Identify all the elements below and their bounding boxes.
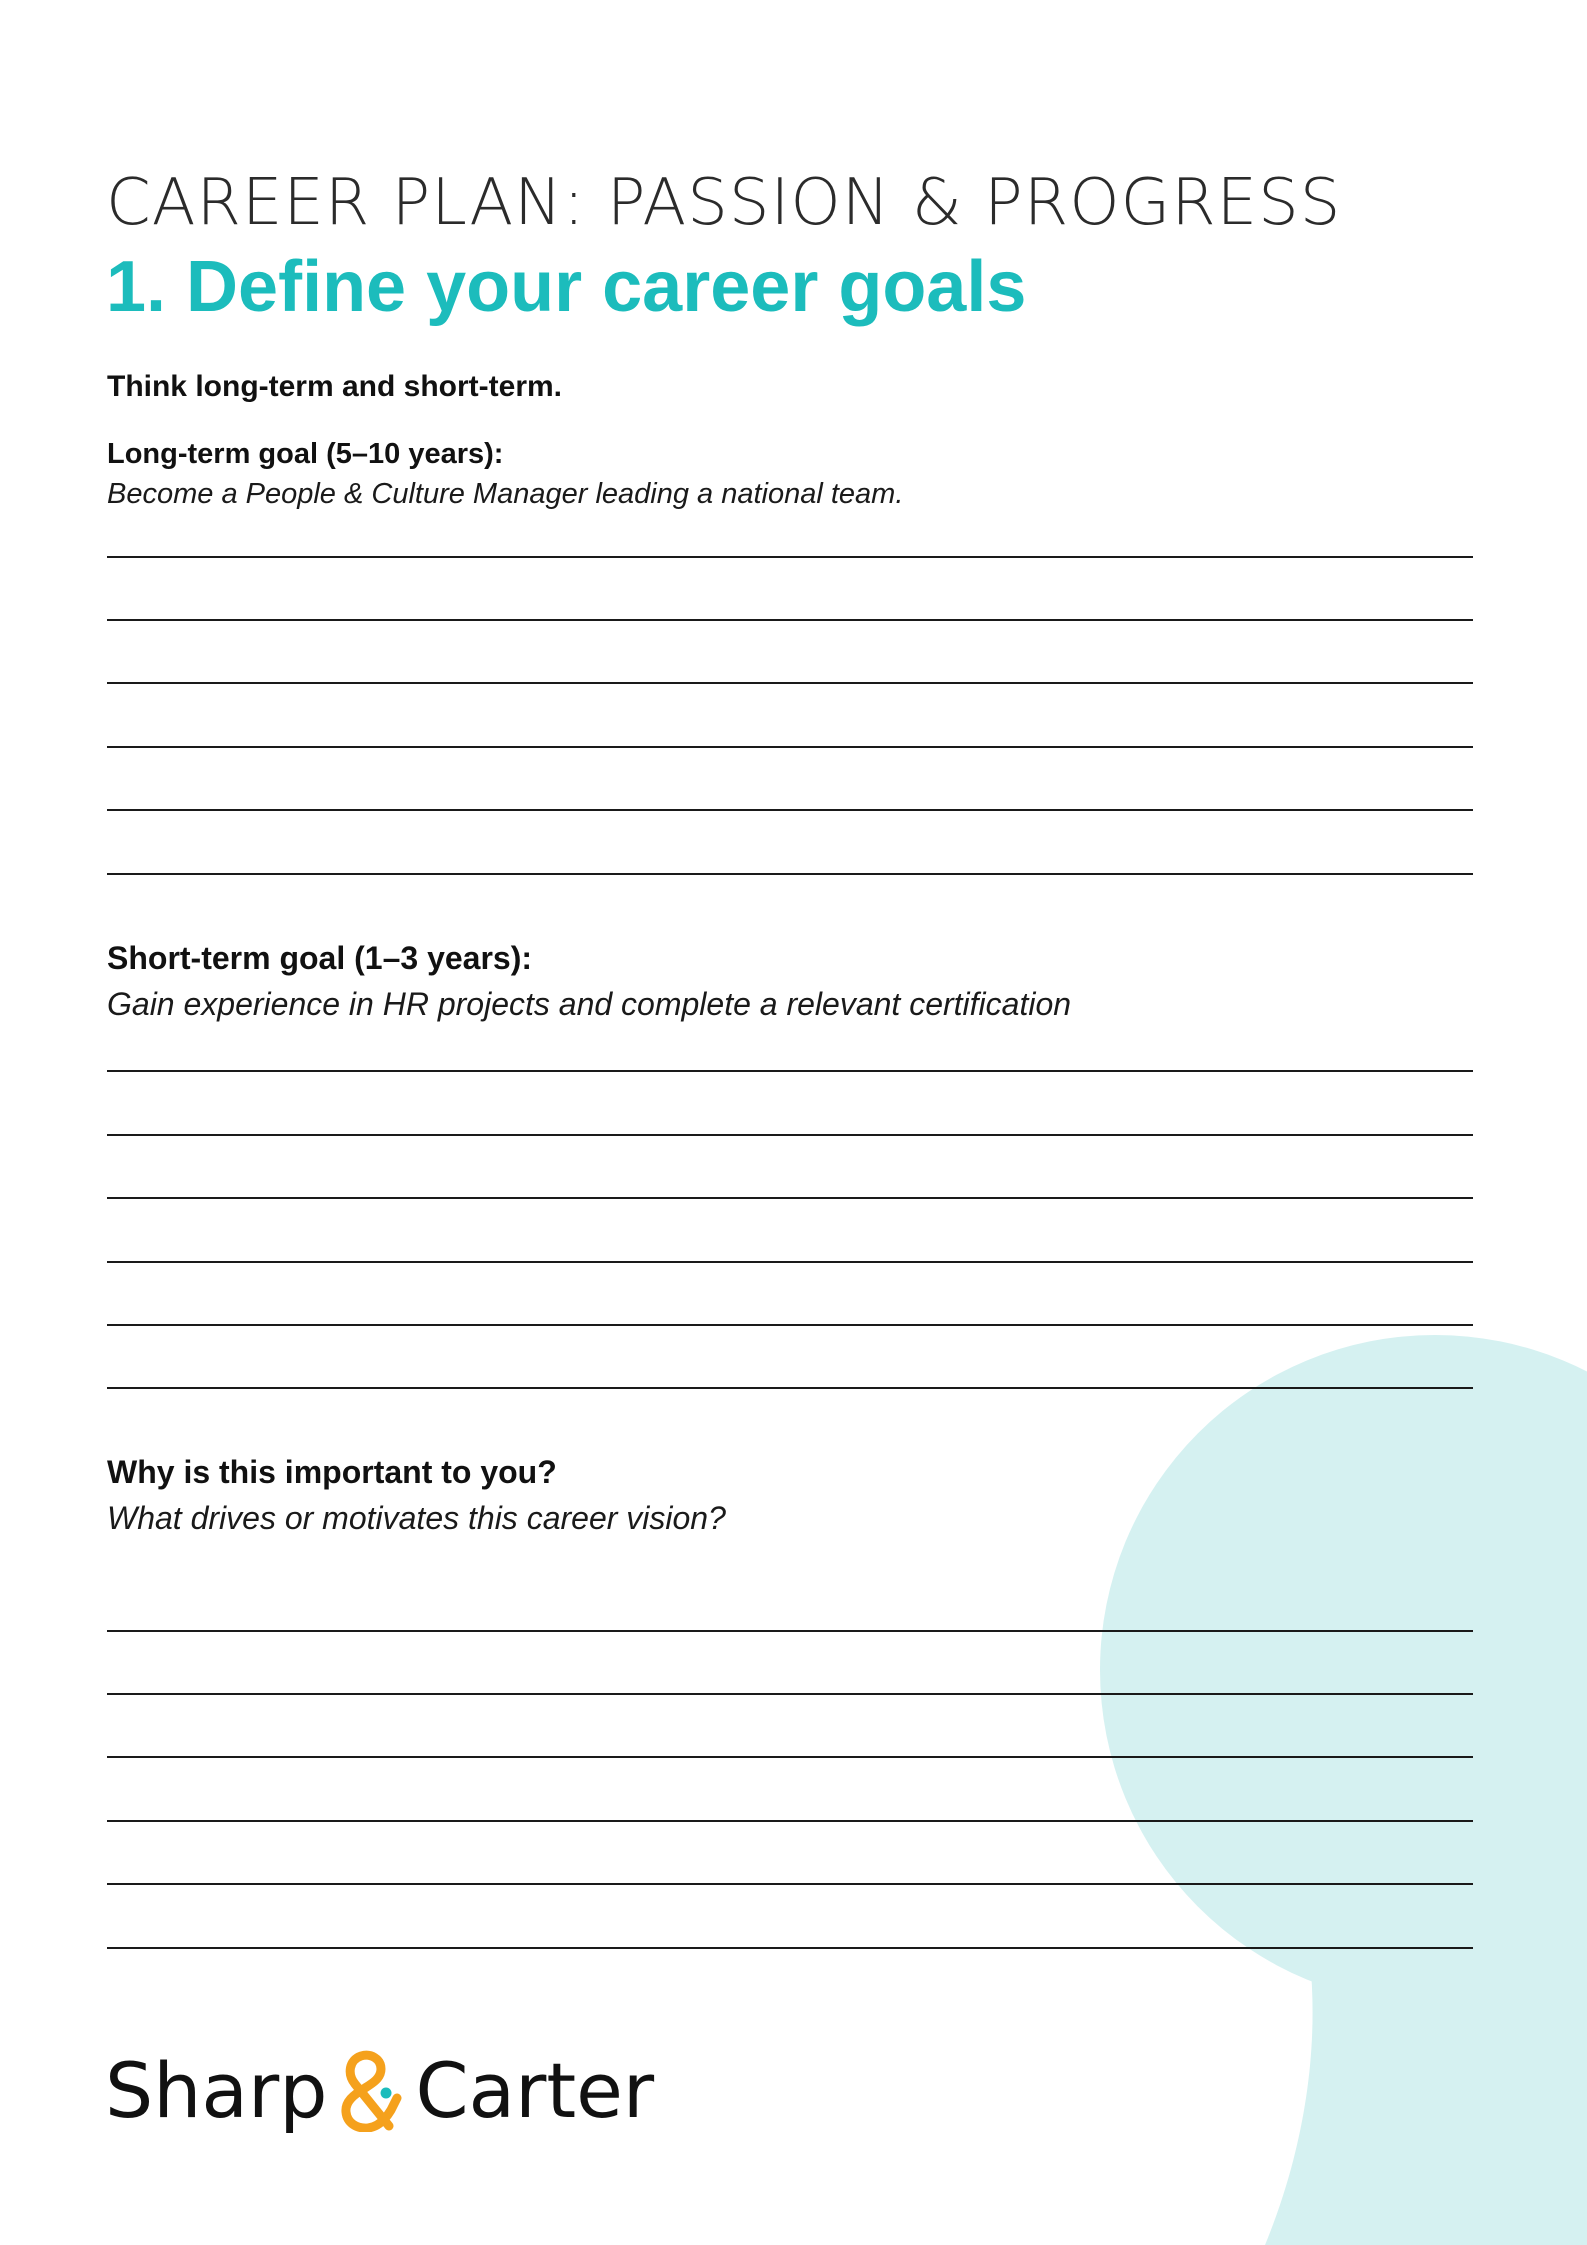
motivation-line-1[interactable]: [107, 1630, 1473, 1632]
short-term-goal-hint: Gain experience in HR projects and complete a relevant certification: [107, 986, 1072, 1022]
logo-word-sharp: Sharp: [105, 2045, 328, 2135]
short-term-goal-line-5[interactable]: [107, 1324, 1473, 1326]
short-term-goal-line-3[interactable]: [107, 1197, 1473, 1199]
long-term-goal-line-4[interactable]: [107, 746, 1473, 748]
motivation-line-4[interactable]: [107, 1820, 1473, 1822]
motivation-hint: What drives or motivates this career vision?: [107, 1500, 726, 1536]
intro-text: Think long-term and short-term.: [107, 370, 563, 403]
long-term-goal-line-5[interactable]: [107, 809, 1473, 811]
long-term-goal-line-6[interactable]: [107, 873, 1473, 875]
long-term-goal-hint: Become a People & Culture Manager leading a national team.: [107, 478, 904, 510]
short-term-goal-line-2[interactable]: [107, 1134, 1473, 1136]
motivation-line-5[interactable]: [107, 1883, 1473, 1885]
short-term-goal-line-4[interactable]: [107, 1261, 1473, 1263]
logo-word-carter: Carter: [415, 2045, 655, 2135]
short-term-goal-label: Short-term goal (1–3 years):: [107, 940, 533, 976]
short-term-goal-line-6[interactable]: [107, 1387, 1473, 1389]
section-heading: 1. Define your career goals: [106, 247, 1027, 327]
sharp-and-carter-logo: [105, 2040, 654, 2140]
long-term-goal-line-1[interactable]: [107, 556, 1473, 558]
short-term-goal-line-1[interactable]: [107, 1070, 1473, 1072]
motivation-line-3[interactable]: [107, 1756, 1473, 1758]
motivation-line-6[interactable]: [107, 1947, 1473, 1949]
ampersand-logo-icon: [337, 2048, 407, 2132]
long-term-goal-line-3[interactable]: [107, 682, 1473, 684]
long-term-goal-label: Long-term goal (5–10 years):: [107, 438, 504, 470]
motivation-label: Why is this important to you?: [107, 1454, 557, 1490]
motivation-line-2[interactable]: [107, 1693, 1473, 1695]
document-title: CAREER PLAN: PASSION & PROGRESS: [106, 166, 1342, 240]
long-term-goal-line-2[interactable]: [107, 619, 1473, 621]
